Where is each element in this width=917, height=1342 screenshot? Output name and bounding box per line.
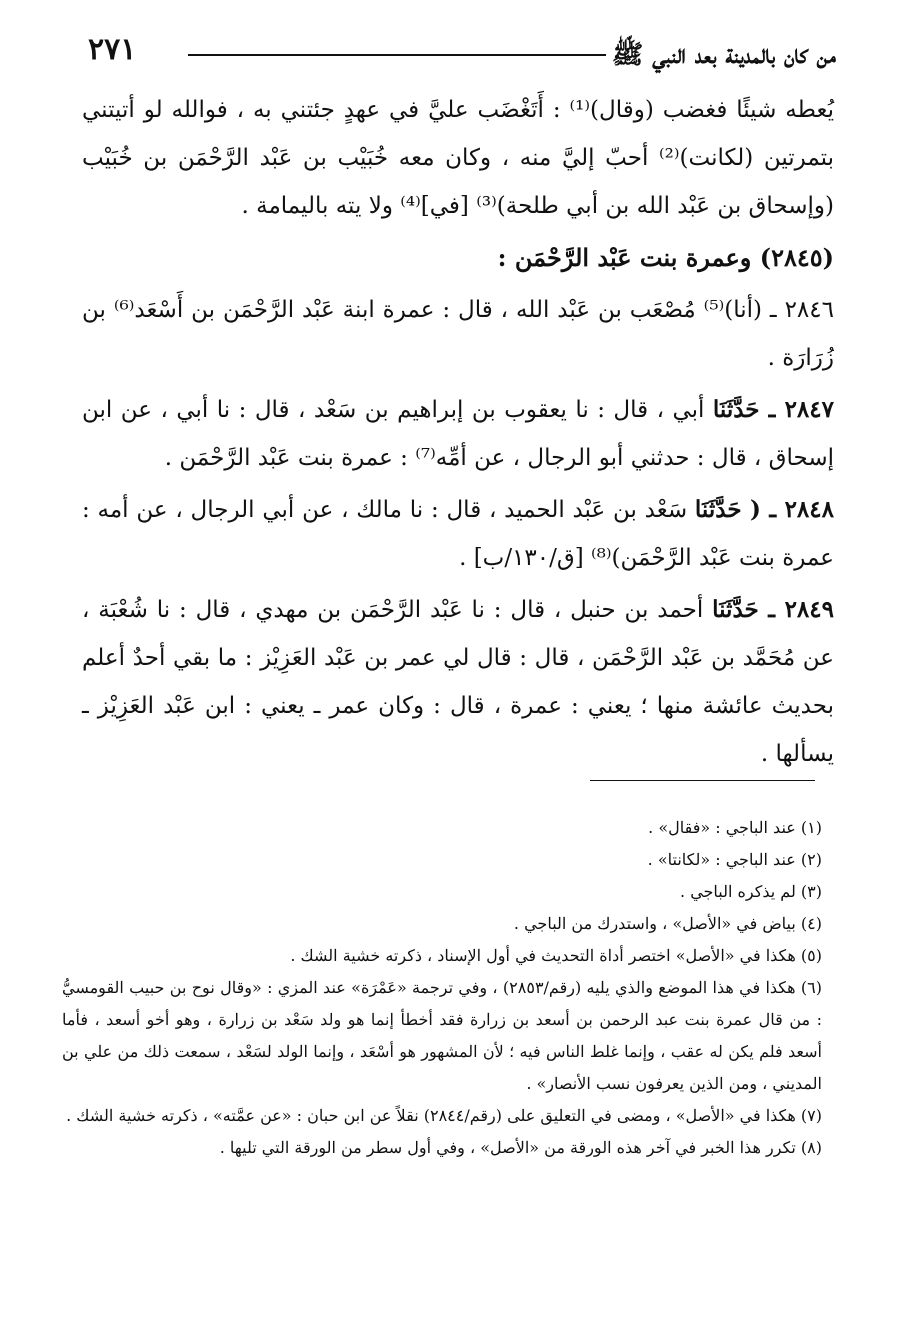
footnote-3: (٣) لم يذكره الباجي . bbox=[680, 882, 822, 901]
hadith-number-2846: ٢٨٤٦ ـ bbox=[769, 297, 834, 323]
paragraph-2848 bbox=[82, 486, 834, 582]
footnote-7: (٧) هكذا في «الأصل» ، ومضى في التعليق على (رقم/٢٨٤٤) نقلاً عن ابن حبان : «عن عمَّته» ، ذكرته خشية الشك . bbox=[66, 1106, 822, 1125]
hadith-number-2848: ٢٨٤٨ ـ ( حَدَّثَنَا bbox=[694, 496, 834, 523]
hadith-number-2847: ٢٨٤٧ ـ حَدَّثَنَا bbox=[712, 396, 834, 423]
header-rule bbox=[188, 54, 606, 56]
hadith-text-2848: سَعْد بن عَبْد الحميد ، قال : نا مالك ، عن أبي الرجال ، عن أمه : عمرة بنت عَبْد الرَّحْمَن)⁽⁸⁾ [ق/١٣٠/ب] . bbox=[82, 497, 834, 571]
hadith-text-2846: (أنا)⁽⁵⁾ مُصْعَب بن عَبْد الله ، قال : عمرة ابنة عَبْد الرَّحْمَن بن أَسْعَد⁽⁶⁾ بن زُرَارَة . bbox=[82, 297, 834, 371]
hadith-text-2849: أحمد بن حنبل ، قال : نا عَبْد الرَّحْمَن بن مهدي ، قال : نا شُعْبَة ، عن مُحَمَّد بن عَبْد الرَّحْمَن ، قال : قال لي عمر بن عَبْد العَزِيْز : ما بقي أحدٌ أعلم بحديث عائشة منها ؛ يعني : عمرة ، قال : وكان عمر ـ يعني : ابن عَبْد العَزِيْز ـ يسألها . bbox=[82, 597, 834, 767]
footnote-6: (٦) هكذا في هذا الموضع والذي يليه (رقم/٢٨٥٣) ، وفي ترجمة «عَمْرَة» عند المزي : «وقال نوح بن حبيب القومسيُّ : من قال عمرة بنت عبد الرحمن بن أسعد بن زرارة فقد أخطأ إنما هو ولد سَعْد بن زرارة ، وهو أخو أسعد ، فأما أسعد فلم يكن له عقب ، وإنما غلط الناس فيه ؛ لأن المشهور هو أسْعَد ، وإنما الولد لسَعْد ، سمعت ذلك من علي بن المديني ، ومن الذين يعرفون نسب الأنصار» . bbox=[62, 978, 822, 1093]
page-number: ٢٧١ bbox=[88, 32, 137, 67]
footnote-2: (٢) عند الباجي : «لكانتا» . bbox=[647, 850, 822, 869]
hadith-number-2849: ٢٨٤٩ ـ حَدَّثَنَا bbox=[712, 596, 834, 623]
entry-heading-2845: (٢٨٤٥) وعمرة بنت عَبْد الرَّحْمَن : bbox=[497, 243, 834, 272]
footnote-separator bbox=[590, 780, 815, 781]
footnotes bbox=[62, 812, 822, 1164]
paragraph-2849 bbox=[82, 586, 834, 778]
paragraph-2846 bbox=[82, 286, 834, 382]
page-header bbox=[88, 30, 836, 74]
footnote-8: (٨) تكرر هذا الخبر في آخر هذه الورقة من «الأصل» ، وفي أول سطر من الورقة التي تليها . bbox=[219, 1138, 822, 1157]
main-text bbox=[82, 86, 834, 782]
footnote-4: (٤) بياض في «الأصل» ، واستدرك من الباجي . bbox=[513, 914, 822, 933]
footnote-5: (٥) هكذا في «الأصل» اختصر أداة التحديث في أول الإسناد ، ذكرته خشية الشك . bbox=[290, 946, 822, 965]
paragraph-continuation: يُعطه شيئًا فغضب (وقال)⁽¹⁾ : أَتَغْضَب عليَّ في عهدٍ جئتني به ، فوالله لو أتيتني بتمرتين (لكانت)⁽²⁾ أحبّ إليَّ منه ، وكان معه خُبَيْب بن عَبْد الرَّحْمَن بن خُبَيْب (وإسحاق بن عَبْد الله بن أبي طلحة)⁽³⁾ [في]⁽⁴⁾ ولا يته باليمامة . bbox=[82, 97, 834, 219]
paragraph-2847 bbox=[82, 386, 834, 482]
footnote-1: (١) عند الباجي : «فقال» . bbox=[648, 818, 822, 837]
hadith-text-2847: أبي ، قال : نا يعقوب بن إبراهيم بن سَعْد ، قال : نا أبي ، عن ابن إسحاق ، قال : حدثني أبو الرجال ، عن أمِّه⁽⁷⁾ : عمرة بنت عَبْد الرَّحْمَن . bbox=[82, 397, 834, 471]
running-title: من كان بالمدينة بعد النبي ﷺ bbox=[611, 40, 836, 70]
